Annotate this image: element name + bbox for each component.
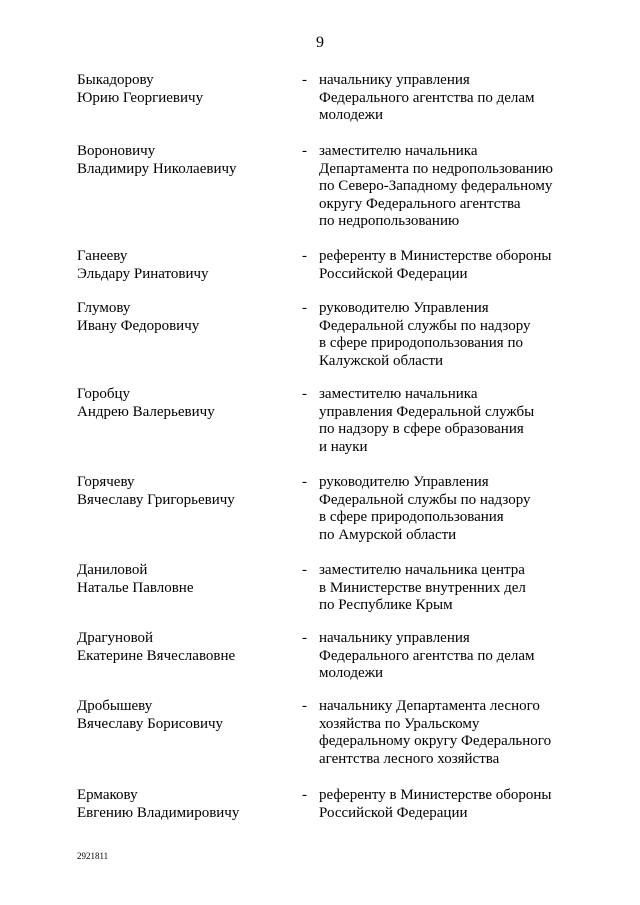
position-description [319,248,589,283]
position-description [319,630,589,683]
position-description-line: руководителю Управления [319,474,489,490]
position-description-line: молодежи [319,107,384,124]
position-description [319,787,589,822]
dash-separator: - [302,72,307,88]
position-description [319,300,589,370]
person-name-line: Быкадорову [77,72,154,88]
person-name [77,300,287,335]
position-description-line: Федеральной службы по надзору [319,317,531,334]
position-description [319,72,589,125]
person-name-line: Ганееву [77,248,128,264]
position-description-line: по Амурской области [319,526,457,543]
dash-separator: - [302,562,307,578]
position-description-line: в сфере природопользования [319,509,504,526]
position-description-line: начальнику Департамента лесного [319,698,540,714]
position-description-line: Калужской области [319,352,444,369]
person-name-line: Владимиру Николаевичу [77,160,237,177]
position-description [319,143,589,231]
position-description-line: по Северо-Западному федеральному [319,178,553,195]
position-description-line: и науки [319,438,368,455]
person-name-line: Екатерине Вячеславовне [77,647,236,664]
position-description-line: заместителю начальника [319,386,478,402]
position-description-line: Федеральной службы по надзору [319,491,531,508]
position-description [319,386,589,456]
person-name-line: Евгению Владимировичу [77,804,240,821]
position-description-line: управления Федеральной службы [319,403,535,420]
position-description-line: Федерального агентства по делам [319,89,535,106]
person-name [77,386,287,421]
position-description [319,698,589,768]
position-description-line: Департамента по недропользованию [319,160,553,177]
position-description-line: начальнику управления [319,630,470,646]
position-description-line: Российской Федерации [319,804,468,821]
person-name-line: Драгуновой [77,630,154,646]
person-name [77,248,287,283]
dash-separator: - [302,474,307,490]
person-name-line: Глумову [77,300,131,316]
person-name [77,474,287,509]
position-description-line: в сфере природопользования по [319,335,523,352]
person-name [77,562,287,597]
page-number: 9 [316,34,324,51]
person-name [77,787,287,822]
position-description-line: по недропользованию [319,213,460,230]
dash-separator: - [302,143,307,159]
position-description-line: округу Федерального агентства [319,195,521,212]
person-name-line: Горячеву [77,474,135,490]
person-name [77,143,287,178]
position-description-line: агентства лесного хозяйства [319,750,500,767]
dash-separator: - [302,386,307,402]
person-name-line: Ивану Федоровичу [77,317,200,334]
position-description-line: в Министерстве внутренних дел [319,579,526,596]
dash-separator: - [302,248,307,264]
person-name [77,630,287,665]
position-description-line: референту в Министерстве обороны [319,248,552,264]
person-name-line: Наталье Павловне [77,579,194,596]
person-name-line: Юрию Георгиевичу [77,89,204,106]
person-name-line: Даниловой [77,562,148,578]
position-description-line: референту в Министерстве обороны [319,787,552,803]
position-description-line: по Республике Крым [319,597,453,614]
document-id: 2921811 [77,851,109,861]
person-name-line: Горобцу [77,386,131,402]
dash-separator: - [302,698,307,714]
position-description-line: руководителю Управления [319,300,489,316]
position-description-line: начальнику управления [319,72,470,88]
position-description-line: заместителю начальника [319,143,478,159]
person-name [77,698,287,733]
person-name-line: Вячеславу Борисовичу [77,715,224,732]
person-name [77,72,287,107]
dash-separator: - [302,630,307,646]
person-name-line: Дробышеву [77,698,153,714]
person-name-line: Вячеславу Григорьевичу [77,491,235,508]
person-name-line: Ермакову [77,787,138,803]
position-description-line: федеральному округу Федерального [319,733,552,750]
position-description [319,562,589,615]
position-description-line: Российской Федерации [319,265,468,282]
person-name-line: Вороновичу [77,143,156,159]
position-description-line: заместителю начальника центра [319,562,525,578]
dash-separator: - [302,300,307,316]
position-description-line: Федерального агентства по делам [319,647,535,664]
position-description-line: по надзору в сфере образования [319,421,524,438]
person-name-line: Эльдару Ринатовичу [77,265,209,282]
position-description [319,474,589,544]
dash-separator: - [302,787,307,803]
person-name-line: Андрею Валерьевичу [77,403,215,420]
position-description-line: молодежи [319,665,384,682]
position-description-line: хозяйства по Уральскому [319,715,480,732]
